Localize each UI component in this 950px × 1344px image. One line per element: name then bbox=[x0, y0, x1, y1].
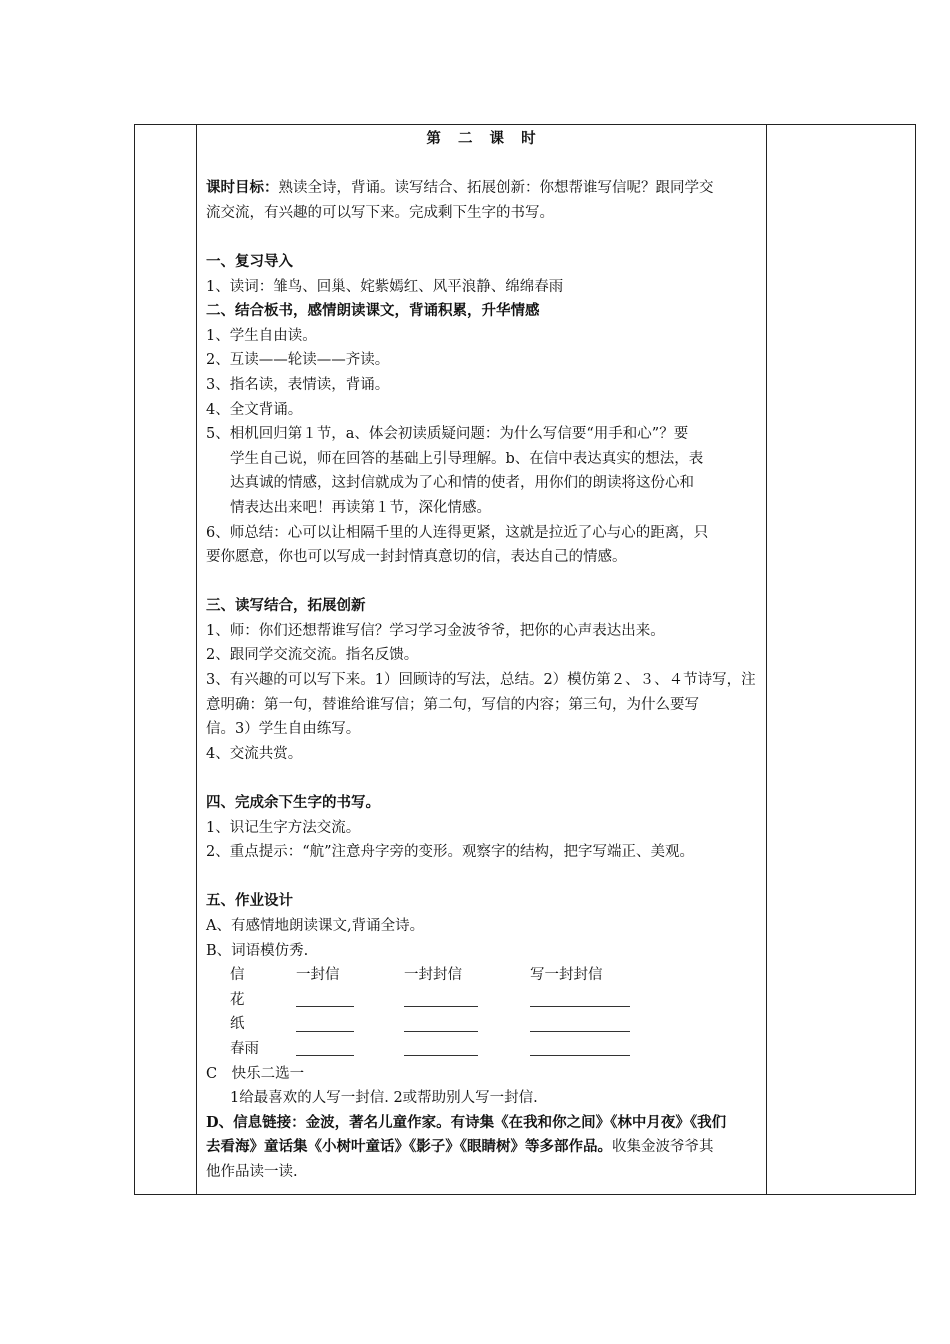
section-heading: 三、读写结合，拓展创新 bbox=[206, 597, 366, 615]
word-table-row: 春雨 bbox=[206, 1037, 762, 1062]
column-divider bbox=[196, 125, 197, 1194]
blank-line bbox=[296, 992, 354, 1007]
word-table-row: 信 一封信 一封封信 写一封封信 bbox=[230, 967, 603, 984]
list-item: 3、有兴趣的可以写下来。1）回顾诗的写法，总结。2）模仿第２、３、４节诗写，注 bbox=[206, 672, 756, 689]
blank-line bbox=[404, 992, 478, 1007]
blank-line bbox=[404, 1041, 478, 1056]
list-item: 1、学生自由读。 bbox=[206, 327, 317, 344]
list-item: 5、相机回归第１节，a、体会初读质疑问题：为什么写信要“用手和心”？要 bbox=[206, 426, 689, 443]
list-item: 2、跟同学交流交流。指名反馈。 bbox=[206, 647, 419, 664]
list-item: C 快乐二选一 bbox=[206, 1065, 305, 1082]
list-item: 4、全文背诵。 bbox=[206, 401, 303, 418]
blank-line bbox=[530, 992, 630, 1007]
section-heading: 一、复习导入 bbox=[206, 252, 293, 270]
blank-line bbox=[530, 1017, 630, 1032]
section-heading: 四、完成余下生字的书写。 bbox=[206, 794, 380, 812]
info-link: D、信息链接：金波，著名儿童作家。有诗集《在我和你之间》《林中月夜》《我们 bbox=[206, 1113, 727, 1131]
list-item: B、词语模仿秀. bbox=[206, 942, 309, 959]
blank-line bbox=[530, 1041, 630, 1056]
section-heading: 五、作业设计 bbox=[206, 892, 293, 910]
blank-line bbox=[296, 1017, 354, 1032]
page-title: 第 二 课 时 bbox=[426, 130, 542, 147]
list-item: 4、交流共赏。 bbox=[206, 745, 303, 762]
column-divider bbox=[766, 125, 767, 1194]
list-item: 3、指名读，表情读，背诵。 bbox=[206, 376, 390, 393]
list-item: 1、读词：雏鸟、回巢、姹紫嫣红、风平浪静、绵绵春雨 bbox=[206, 278, 564, 295]
list-item: A、有感情地朗读课文,背诵全诗。 bbox=[206, 918, 425, 934]
list-item: 6、师总结：心可以让相隔千里的人连得更紧，这就是拉近了心与心的距离，只 bbox=[206, 524, 709, 541]
word-table-row: 纸 bbox=[206, 1012, 762, 1037]
list-item: 2、重点提示：“航”注意舟字旁的变形。观察字的结构，把字写端正、美观。 bbox=[206, 844, 695, 861]
word-table-row: 花 bbox=[206, 988, 762, 1013]
goal-label: 课时目标： bbox=[206, 179, 279, 197]
list-item: 1、师：你们还想帮谁写信？学习学习金波爷爷，把你的心声表达出来。 bbox=[206, 622, 665, 639]
lesson-content: 第 二 课 时 课时目标：熟读全诗，背诵。读写结合、拓展创新：你想帮谁写信呢？跟同学交 流交流，有兴趣的可以写下来。完成剩下生字的书写。 一、复习导入 1、读词：雏鸟、回巢、姹紫嫣红、风平浪静、绵绵春雨 二、结合板书，感情朗读课文，背诵积累，升华情感 1、学生自由读。 2、互读——轮读——齐读。 3、指名读，表情读，背诵。 4、全文背诵。 5、相机回归第１节，a、体会初读质疑问题：为什么写信要“用手和心”？要 学生自己说，师在回答的基础上引导理解。b、在信中表达真实的想法，表 达真诚的情感，这封信就成为了心和情的使者，用你们的朗读将这份心和 情表达出来吧！再读第１节，深化情感。 6、师总结：心可以让相隔千里的人连得更紧，这就是拉近了心与心的距离，只 要你愿意，你也可以写成一封封情真意切的信，表达自己的情感。 三、读写结合，拓展创新 1、师：你们还想帮谁写信？学习学习金波爷爷，把你的心声表达出来。 2、跟同学交流交流。指名反馈。 3、有兴趣的可以写下来。1）回顾诗的写法，总结。2）模仿第２、３、４节诗写，注 意明确：第一句，替谁给谁写信；第二句，写信的内容；第三句，为什么要写 信。3）学生自由练写。 4、交流共赏。 四、完成余下生字的书写。 1、识记生字方法交流。 2、重点提示：“航”注意舟字旁的变形。观察字的结构，把字写端正、美观。 五、作业设计 A、有感情地朗读课文,背诵全诗。 B、词语模仿秀. 信 一封信 一封封信 写一封封信 花 纸 春雨 C 快乐二选一 1给最喜欢的人写一封信. 2或帮助别人写一封信. D、信息链接：金波，著名儿童作家。有诗集《在我和你之间》《林中月夜》《我们 去看海》童话集《小树叶童话》《影子》《眼睛树》等多部作品。收集金波爷爷其 他作品读一读. bbox=[206, 124, 762, 1185]
lesson-goal: 课时目标：熟读全诗，背诵。读写结合、拓展创新：你想帮谁写信呢？跟同学交 bbox=[206, 179, 714, 197]
blank-line bbox=[404, 1017, 478, 1032]
blank-line bbox=[296, 1041, 354, 1056]
list-item: 2、互读——轮读——齐读。 bbox=[206, 352, 390, 369]
list-item: 1、识记生字方法交流。 bbox=[206, 819, 361, 836]
section-heading: 二、结合板书，感情朗读课文，背诵积累，升华情感 bbox=[206, 302, 540, 320]
